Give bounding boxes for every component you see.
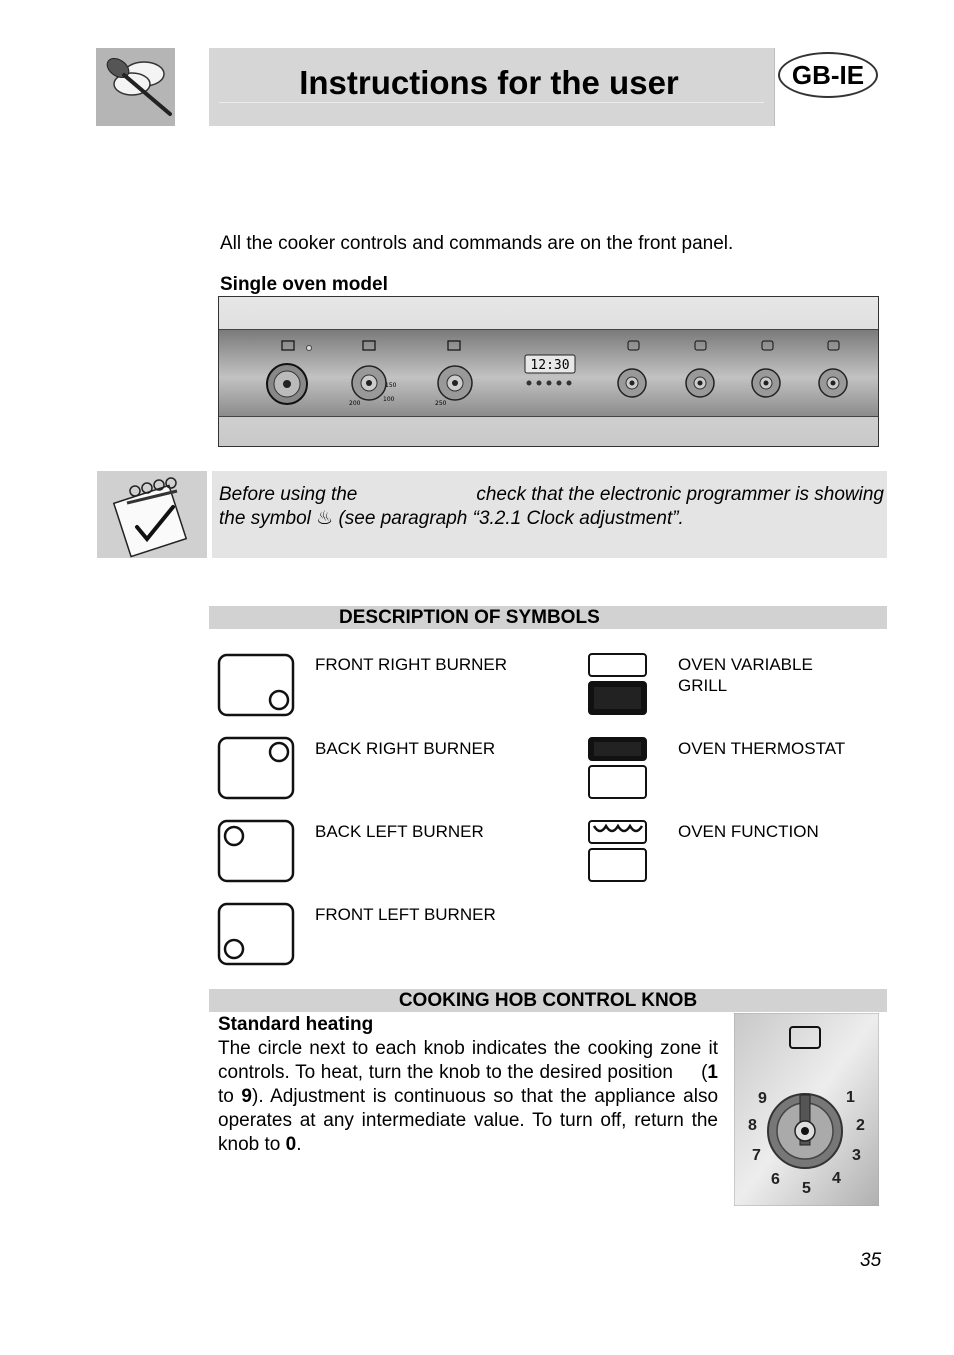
back-right-burner-icon — [219, 738, 293, 798]
knob-text-end: . — [296, 1134, 302, 1155]
oven-thermostat-label: OVEN THERMOSTAT — [678, 739, 846, 758]
back-right-burner-label: BACK RIGHT BURNER — [315, 739, 496, 758]
knob-section-header — [209, 989, 887, 1012]
knob-text-part2: ). Adjustment is continuous so that the appliance also operates at any intermediate value. To turn off, return the knob to — [218, 1086, 719, 1155]
burner-symbols — [216, 652, 298, 970]
knob-number-5: 5 — [802, 1180, 811, 1197]
thermostat-tick-100: 100 — [383, 396, 395, 403]
knob-number-9: 9 — [758, 1090, 767, 1107]
knob-number-7: 7 — [752, 1147, 761, 1164]
note-text — [219, 483, 884, 531]
thermostat-tick-150: 150 — [385, 382, 397, 389]
knob-text-part1: The circle next to each knob indicates the cooking zone it controls. To heat, turn the knob to the desired position — [218, 1038, 718, 1083]
page-title: Instructions for the user — [299, 64, 679, 101]
chef-logo — [96, 48, 175, 126]
note-line1-pre: Before using the — [219, 484, 358, 505]
oven-function-knob — [435, 341, 472, 407]
oven-grill-icon — [589, 654, 646, 714]
notepad-check-icon — [97, 471, 207, 558]
front-left-burner-icon — [219, 904, 293, 964]
knob-number-8: 8 — [748, 1117, 757, 1134]
steam-symbol-icon: ♨ — [316, 508, 334, 529]
clock-display: 12:30 — [530, 358, 570, 373]
knob-number-6: 6 — [771, 1171, 780, 1188]
front-right-burner-label: FRONT RIGHT BURNER — [315, 655, 508, 674]
front-right-burner-icon — [219, 655, 293, 715]
oven-function-icon — [589, 821, 646, 881]
spoon-chef-hat-icon — [96, 48, 175, 126]
knob-number-1: 1 — [846, 1089, 855, 1106]
knob-value-1: 1 — [707, 1062, 718, 1083]
note-line2-pre: the symbol — [219, 508, 311, 529]
knob-header-text: COOKING HOB CONTROL KNOB — [398, 990, 698, 1011]
burner-knob-front-right — [819, 341, 847, 397]
note-line1-post: check that the electronic programmer is showing — [476, 484, 884, 505]
knob-number-2: 2 — [856, 1117, 865, 1134]
note-line2-post: (see paragraph “3.2.1 Clock adjustment”. — [338, 508, 684, 529]
knob-number-3: 3 — [852, 1147, 861, 1164]
oven-symbols — [586, 652, 650, 884]
front-left-burner-label: FRONT LEFT BURNER — [315, 905, 496, 924]
symbols-section-header — [209, 606, 887, 629]
language-badge: GB-IE — [778, 52, 878, 98]
hob-knob-illustration — [734, 1013, 879, 1206]
thermostat-tick-200: 200 — [349, 400, 361, 407]
note-icon-box — [97, 471, 207, 558]
model-heading: Single oven model — [220, 274, 388, 295]
clock-programmer — [525, 355, 575, 386]
oven-light-knob — [267, 341, 312, 404]
standard-heating-heading: Standard heating — [218, 1014, 374, 1035]
back-left-burner-icon — [219, 821, 293, 881]
intro-text: All the cooker controls and commands are on the front panel. — [220, 233, 734, 254]
burner-knob-back-right — [752, 341, 780, 397]
knob-value-0: 0 — [285, 1134, 297, 1155]
knob-number-4: 4 — [832, 1170, 841, 1187]
control-panel-knobs — [219, 329, 878, 415]
oven-thermostat-icon — [589, 738, 646, 798]
symbols-header-text: DESCRIPTION OF SYMBOLS — [339, 607, 600, 628]
standard-heating-text: The circle next to each knob indicates the cooking zone it controls. To heat, turn the knob to the desired position (1 to 9). Adjustment is continuous so that the appliance also operates at any intermediate value. To turn off, return the knob to 0. — [218, 1038, 719, 1155]
oven-function-label: OVEN FUNCTION — [678, 822, 819, 841]
knob-text-to: to — [218, 1086, 234, 1107]
function-tick-250: 250 — [435, 400, 447, 407]
page-number: 35 — [860, 1250, 882, 1271]
oven-grill-label: OVEN VARIABLE GRILL — [678, 655, 813, 695]
knob-value-9: 9 — [241, 1086, 252, 1107]
back-left-burner-label: BACK LEFT BURNER — [315, 822, 484, 841]
burner-knob-back-left — [686, 341, 714, 397]
control-panel-illustration — [218, 296, 879, 447]
burner-knob-front-left — [618, 341, 646, 397]
oven-thermostat-knob — [349, 341, 397, 407]
